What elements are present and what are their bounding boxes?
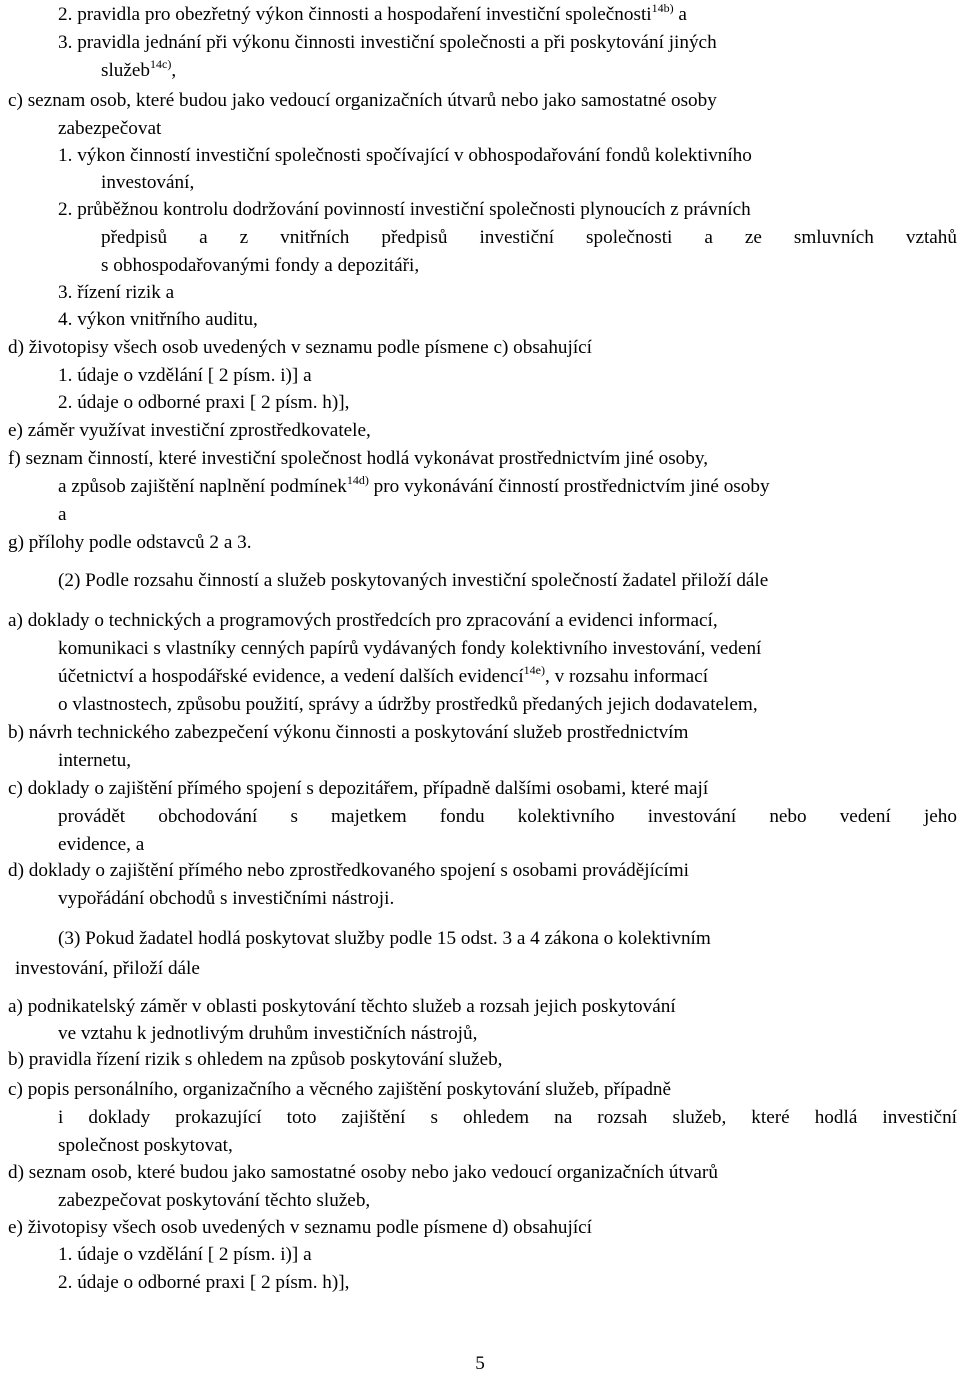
text-line: provádět obchodování s majetkem fondu kolektivního investování nebo vedení jeho — [58, 806, 957, 827]
text-line: předpisů a z vnitřních předpisů investiční společnosti a ze smluvních vztahů — [101, 227, 957, 248]
text-line: o vlastnostech, způsobu použití, správy a údržby prostředků předaných jejich dodavatelem, — [58, 694, 758, 715]
text-line: c) popis personálního, organizačního a věcného zajištění poskytování služeb, případně — [8, 1079, 672, 1100]
text-line: a) doklady o technických a programových prostředcích pro zpracování a evidenci informací, — [8, 610, 718, 631]
text-line: 1. výkon činností investiční společnosti spočívající v obhospodařování fondů kolektivního — [58, 145, 752, 166]
text-line: b) návrh technického zabezpečení výkonu činnosti a poskytování služeb prostřednictvím — [8, 722, 689, 743]
text-line: zabezpečovat — [58, 118, 162, 139]
text-line: 3. pravidla jednání při výkonu činnosti investiční společnosti a při poskytování jiných — [58, 32, 717, 53]
text-line: vypořádání obchodů s investičními nástroji. — [58, 888, 395, 909]
text-line: internetu, — [58, 750, 131, 771]
text-line: komunikaci s vlastníky cenných papírů vydávaných fondy kolektivního investování, vedení — [58, 638, 762, 659]
text-line: 3. řízení rizik a — [58, 282, 175, 303]
text-line: 2. pravidla pro obezřetný výkon činnosti a hospodaření investiční společnosti$^{14b)}$ a — [58, 1, 687, 25]
text-line: c) seznam osob, které budou jako vedoucí organizačních útvarů nebo jako samostatné osoby — [8, 90, 717, 111]
text-line: ve vztahu k jednotlivým druhům investičních nástrojů, — [58, 1023, 478, 1044]
paragraph-heading: (2) Podle rozsahu činností a služeb poskytovaných investiční společností žadatel přiloží dále — [58, 570, 769, 591]
text-line: d) doklady o zajištění přímého nebo zprostředkovaného spojení s osobami provádějícími — [8, 860, 689, 881]
text-line: e) životopisy všech osob uvedených v seznamu podle písmene d) obsahující — [8, 1217, 593, 1238]
text-line: b) pravidla řízení rizik s ohledem na způsob poskytování služeb, — [8, 1049, 503, 1070]
text-line: 2. údaje o odborné praxi [ 2 písm. h)], — [58, 392, 350, 413]
text-line: 2. průběžnou kontrolu dodržování povinností investiční společnosti plynoucích z právních — [58, 199, 751, 220]
paragraph-heading: (3) Pokud žadatel hodlá poskytovat služby podle 15 odst. 3 a 4 zákona o kolektivním — [58, 928, 711, 949]
text-line: společnost poskytovat, — [58, 1135, 233, 1156]
text-line: služeb$^{14c)}$, — [101, 57, 177, 81]
text-line: evidence, a — [58, 834, 145, 855]
text-line: i doklady prokazující toto zajištění s ohledem na rozsah služeb, které hodlá investiční — [58, 1107, 957, 1128]
text-line: d) seznam osob, které budou jako samostatné osoby nebo jako vedoucí organizačních útvarů — [8, 1162, 718, 1183]
text-line: zabezpečovat poskytování těchto služeb, — [58, 1190, 371, 1211]
text-line: investování, — [101, 172, 195, 193]
text-line: f) seznam činností, které investiční společnost hodlá vykonávat prostřednictvím jiné osoby, — [8, 448, 709, 469]
text-line: a způsob zajištění naplnění podmínek$^{14d)}$ pro vykonávání činností prostřednictvím jiné osoby — [58, 473, 770, 497]
text-line: e) záměr využívat investiční zprostředkovatele, — [8, 420, 371, 441]
text-line: c) doklady o zajištění přímého spojení s depozitářem, případně dalšími osobami, které mají — [8, 778, 709, 799]
text-line: d) životopisy všech osob uvedených v seznamu podle písmene c) obsahující — [8, 337, 593, 358]
text-line: g) přílohy podle odstavců 2 a 3. — [8, 532, 252, 553]
text-line: a) podnikatelský záměr v oblasti poskytování těchto služeb a rozsah jejich poskytování — [8, 996, 676, 1017]
text-line: 1. údaje o vzdělání [ 2 písm. i)] a — [58, 365, 312, 386]
text-line: s obhospodařovanými fondy a depozitáři, — [101, 255, 420, 276]
text-line: účetnictví a hospodářské evidence, a vedení dalších evidencí$^{14e)}$, v rozsahu informací — [58, 663, 709, 687]
text-line: 4. výkon vnitřního auditu, — [58, 309, 258, 330]
text-line: investování, přiloží dále — [15, 958, 200, 979]
page-number: 5 — [475, 1353, 485, 1374]
text-line: 2. údaje o odborné praxi [ 2 písm. h)], — [58, 1272, 350, 1293]
text-line: 1. údaje o vzdělání [ 2 písm. i)] a — [58, 1244, 312, 1265]
text-line: a — [58, 504, 67, 525]
